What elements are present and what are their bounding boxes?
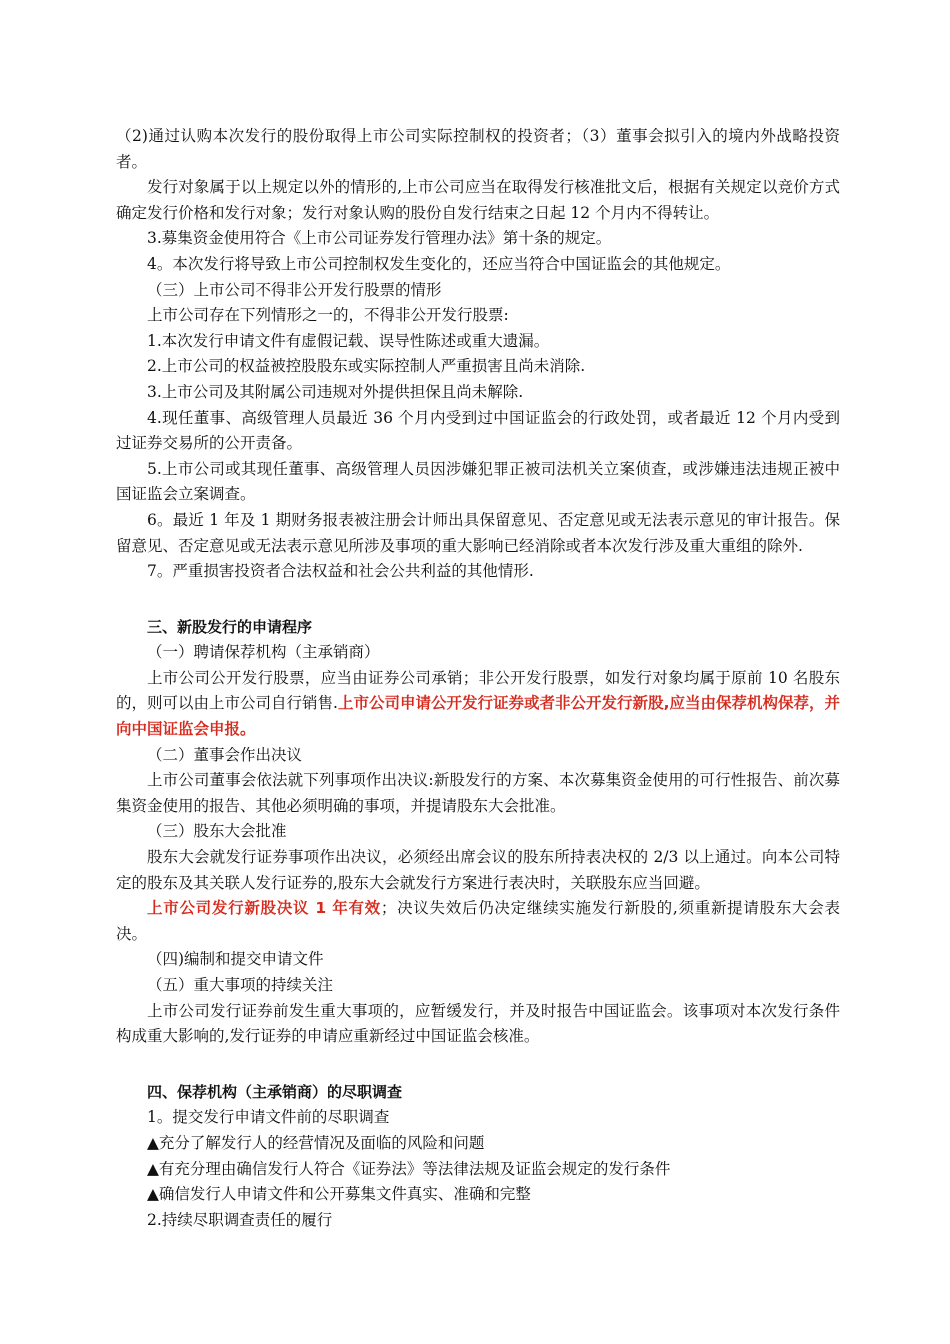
paragraph [116,896,840,947]
subheading: （四)编制和提交申请文件 [147,950,324,969]
subheading: （三）上市公司不得非公开发行股票的情形 [147,280,442,299]
subheading: （二）董事会作出决议 [147,745,303,764]
list-item: 2.上市公司的权益被控股股东或实际控制人严重损害且尚未消除. [147,357,586,376]
bullet-item: ▲确信发行人申请文件和公开募集文件真实、准确和完整 [147,1185,531,1204]
list-item: 1.本次发行申请文件有虚假记载、误导性陈述或重大遗漏。 [147,331,550,350]
paragraph: 发行对象属于以上规定以外的情形的,上市公司应当在取得发行核准批文后，根据有关规定以竞价方式确定发行价格和发行对象；发行对象认购的股份自发行结束之日起 12 个月内不得转让。 [116,178,840,222]
subheading: （一）聘请保荐机构（主承销商） [147,643,380,662]
paragraph: 3.募集资金使用符合《上市公司证券发行管理办法》第十条的规定。 [147,229,612,248]
paragraph: 上市公司存在下列情形之一的，不得非公开发行股票: [147,306,509,325]
section-heading: 三、新股发行的申请程序 [147,617,313,636]
paragraph: 上市公司董事会依法就下列事项作出决议:新股发行的方案、本次募集资金使用的可行性报告、前次募集资金使用的报告、其他必须明确的事项，并提请股东大会批准。 [116,771,840,815]
paragraph [116,666,840,743]
section-heading: 四、保荐机构（主承销商）的尽职调查 [147,1082,403,1101]
paragraph: 上市公司发行证券前发生重大事项的，应暂缓发行，并及时报告中国证监会。该事项对本次发行条件构成重大影响的,发行证券的申请应重新经过中国证监会核准。 [116,1001,840,1046]
paragraph: 股东大会就发行证券事项作出决议，必须经出席会议的股东所持表决权的 2/3 以上通过。向本公司特定的股东及其关联人发行证券的,股东大会就发行方案进行表决时，关联股东应当回避。 [116,848,840,892]
highlighted-text: 上市公司申请公开发行证券或者非公开发行新股,应当由保荐机构保荐，并向中国证监会申报。 [116,694,840,739]
subheading: （三）股东大会批准 [147,822,287,841]
paragraph: （2)通过认购本次发行的股份取得上市公司实际控制权的投资者；（3）董事会拟引入的境内外战略投资者。 [116,127,840,171]
list-item: 3.上市公司及其附属公司违规对外提供担保且尚未解除. [147,382,524,401]
subheading: （五）重大事项的持续关注 [147,976,334,994]
paragraph-text: 上市公司公开发行股票，应当由证券公司承销；非公开发行股票，如发行对象均属于原前 10 名股东的，则可以由上市公司自行销售. [116,668,840,713]
bullet-item: ▲充分了解发行人的经营情况及面临的风险和问题 [147,1133,485,1152]
list-item: 6。最近 1 年及 1 期财务报表被注册会计师出具保留意见、否定意见或无法表示意见的审计报告。保留意见、否定意见或无法表示意见所涉及事项的重大影响已经消除或者本次发行涉及重大重组的除外. [116,510,840,555]
bullet-item: ▲有充分理由确信发行人符合《证券法》等法律法规及证监会规定的发行条件 [147,1159,671,1178]
list-item: 7。严重损害投资者合法权益和社会公共利益的其他情形. [147,562,534,581]
list-item: 5.上市公司或其现任董事、高级管理人员因涉嫌犯罪正被司法机关立案侦查，或涉嫌违法违规正被中国证监会立案调查。 [116,459,840,504]
list-item: 1。提交发行申请文件前的尽职调查 [147,1108,390,1127]
list-item: 4.现任董事、高级管理人员最近 36 个月内受到过中国证监会的行政处罚，或者最近 12 个月内受到过证券交易所的公开责备。 [116,408,840,453]
list-item: 2.持续尽职调查责任的履行 [147,1210,333,1229]
paragraph-text: ；决议失效后仍决定继续实施发行新股的,须重新提请股东大会表决。 [116,899,840,943]
highlighted-text: 上市公司发行新股决议 1 年有效 [147,899,381,918]
spacer [116,585,840,615]
document-body [116,124,840,1233]
paragraph: 4。本次发行将导致上市公司控制权发生变化的，还应当符合中国证监会的其他规定。 [147,254,731,273]
spacer [116,1050,840,1080]
